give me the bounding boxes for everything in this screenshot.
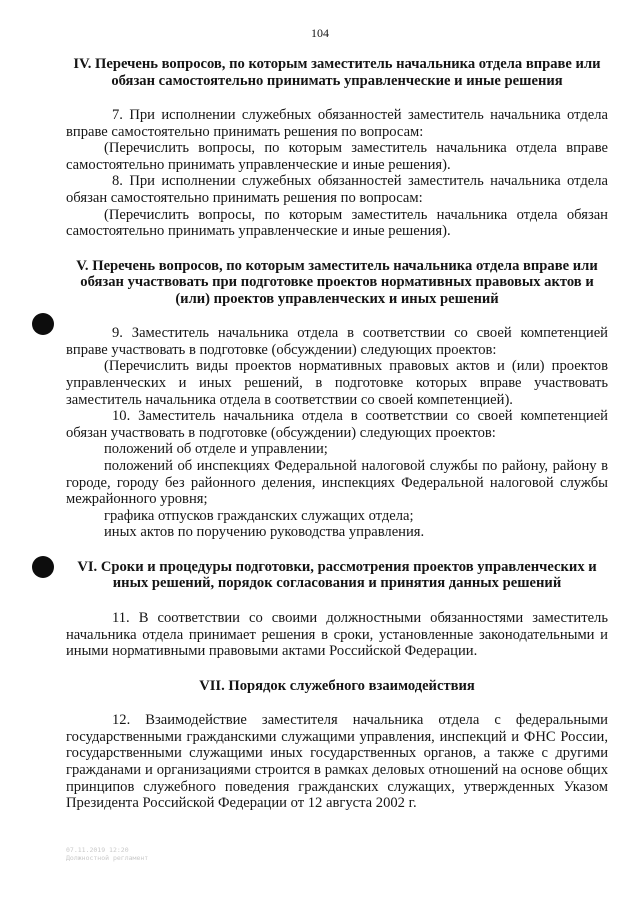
- section-6-heading: VI. Сроки и процедуры подготовки, рассмотрения проектов управленческих и иных решений, порядок согласования и принятия данных решений: [77, 558, 597, 592]
- section-5-heading: V. Перечень вопросов, по которым заместитель начальника отдела вправе или обязан участвовать при подготовке проектов нормативных правовых актов и (или) проектов управленческих и иных решений: [76, 257, 598, 307]
- section-7-heading: VII. Порядок служебного взаимодействия: [199, 677, 475, 694]
- paragraph-11: 11. В соответствии со своими должностными обязанностями заместитель начальника отдела принимает решения в сроки, установленные законодательными и иными нормативными правовыми актами Российской Федерации.: [66, 609, 608, 660]
- paragraph-7-list: (Перечислить вопросы, по которым заместитель начальника отдела вправе самостоятельно принимать управленческие и иные решения).: [66, 140, 608, 173]
- paragraph-12: 12. Взаимодействие заместителя начальника отдела с федеральными государственными гражданскими служащими управления, инспекций и ФНС России, государственными служащими иных государственных органов, а также с другими гражданами и организациями строится в рамках деловых отношений на основе общих принципов служебного поведения гражданских служащих, утвержденных Указом Президента Российской Федерации от 12 августа 2002 г.: [66, 712, 608, 812]
- paragraph-10: 10. Заместитель начальника отдела в соответствии со своей компетенцией обязан участвовать в подготовке (обсуждении) следующих проектов:: [66, 408, 608, 441]
- paragraph-8: 8. При исполнении служебных обязанностей заместитель начальника отдела обязан самостоятельно принимать решения по вопросам:: [66, 173, 608, 206]
- paragraph-9-list: (Перечислить виды проектов нормативных правовых актов и (или) проектов управленческих и иных решений, в подготовке которых вправе участвовать заместитель начальника отдела в соответствии со своей компетенцией).: [66, 358, 608, 408]
- stamp-line-2: Должностной регламент: [66, 854, 149, 862]
- punch-hole-bottom: [32, 556, 54, 578]
- paragraph-10-item: положений об инспекциях Федеральной налоговой службы по району, району в городе, городу без районного деления, инспекциях Федеральной налоговой службы межрайонного уровня;: [66, 458, 608, 508]
- stamp-line-1: 07.11.2019 12:20: [66, 846, 129, 854]
- page-number: 104: [311, 26, 329, 40]
- document-body: [66, 56, 608, 812]
- paragraph-7: 7. При исполнении служебных обязанностей заместитель начальника отдела вправе самостоятельно принимать решения по вопросам:: [66, 107, 608, 140]
- paragraph-10-item: положений об отделе и управлении;: [104, 441, 328, 458]
- paragraph-8-list: (Перечислить вопросы, по которым заместитель начальника отдела обязан самостоятельно принимать управленческие и иные решения).: [66, 206, 608, 240]
- document-stamp: [66, 846, 148, 862]
- paragraph-9: 9. Заместитель начальника отдела в соответствии со своей компетенцией вправе участвовать в подготовке (обсуждении) следующих проектов:: [66, 325, 608, 358]
- section-4-heading: IV. Перечень вопросов, по которым заместитель начальника отдела вправе или обязан самостоятельно принимать управленческие и иные решения: [73, 56, 601, 89]
- paragraph-10-item: графика отпусков гражданских служащих отдела;: [104, 507, 414, 524]
- paragraph-10-item: иных актов по поручению руководства управления.: [104, 524, 425, 541]
- punch-hole-top: [32, 313, 54, 335]
